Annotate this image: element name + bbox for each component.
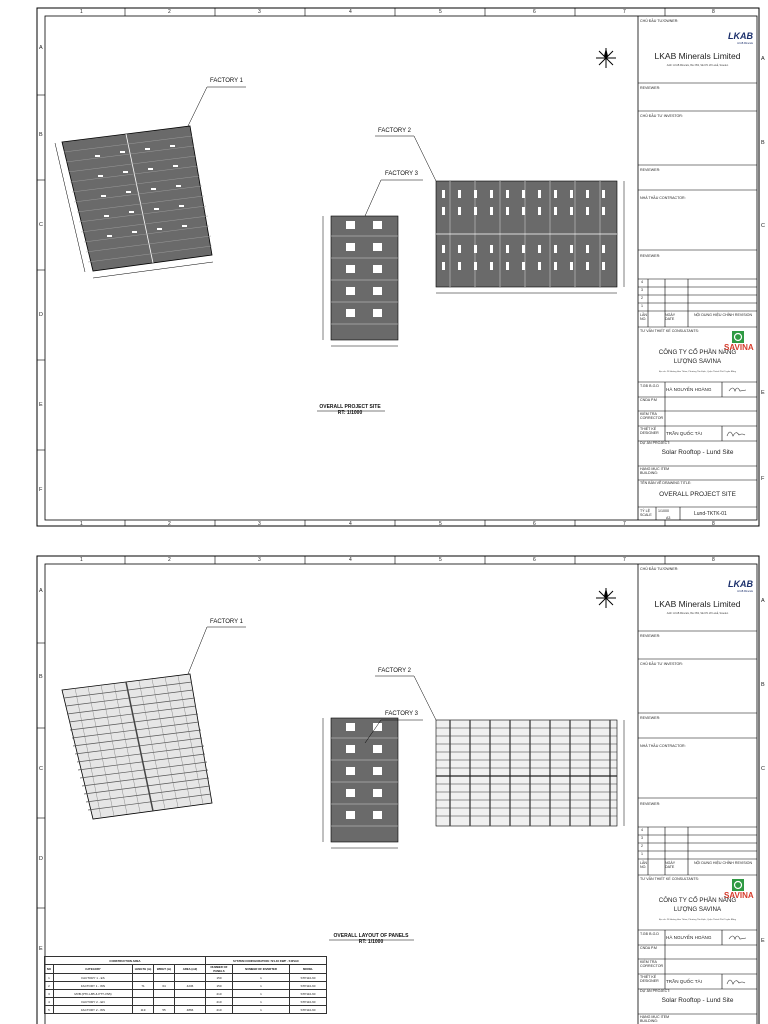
scale-value: 1/1000: [658, 509, 669, 513]
column-header: NO: [45, 965, 54, 974]
col-label: 7: [623, 557, 626, 563]
table-cell: [133, 998, 154, 1006]
drawing-number: Lund-TKTK-01: [694, 511, 727, 517]
table-cell: 5: [45, 1006, 54, 1014]
table-cell: 210: [206, 1006, 233, 1014]
table-cell: MVB (PTF-LB5 & PTT-VN5): [54, 990, 133, 998]
revision-number: 4: [641, 828, 643, 832]
col-label: 2: [168, 521, 171, 527]
project-name: Solar Rooftop - Lund Site: [661, 997, 734, 1004]
consultant-label: TƯ VẤN THIẾT KẾ CONSULTANTS:: [640, 877, 699, 881]
designer-label: THIẾT KẾ DESIGNER: [640, 975, 659, 983]
table-cell: 3: [45, 990, 54, 998]
reviewer-label: REVIEWER:: [640, 168, 661, 172]
table-cell: 210: [206, 990, 233, 998]
factory-1-panel-layout: [62, 674, 212, 819]
factory-1-label: FACTORY 1: [210, 619, 244, 625]
rev-col-no: LẦN NO.: [640, 861, 647, 869]
factory-1-roof: [55, 126, 213, 278]
table-cell: [175, 990, 206, 998]
col-label: 8: [712, 521, 715, 527]
col-label: 6: [533, 9, 536, 15]
revision-number: 4: [641, 280, 643, 284]
table-cell: 1: [233, 982, 290, 990]
company-line-2: LƯỢNG SAVINA: [673, 906, 722, 913]
sheet-caption: [300, 404, 400, 416]
item-label: HẠNG MỤC ITEM BUILDING:: [640, 1015, 670, 1023]
drawing-title-label: TÊN BẢN VẼ DRAWING TITLE:: [640, 481, 692, 485]
column-header: CATEGORY: [54, 965, 133, 974]
table-cell: [175, 974, 206, 982]
row-label: D: [39, 312, 43, 318]
caption-title: OVERALL LAYOUT OF PANELS: [333, 933, 409, 939]
lkab-logo-sub: LKAB Minerals: [737, 42, 753, 45]
table-cell: 64: [154, 982, 175, 990]
table-row: [45, 1006, 327, 1014]
factory-2-roof: [436, 181, 624, 293]
factory-2-label: FACTORY 2: [378, 128, 412, 134]
drawing-title: OVERALL PROJECT SITE: [659, 491, 736, 498]
designer-name: TRẦN QUỐC TÀI: [666, 431, 702, 436]
col-label: 2: [168, 557, 171, 563]
table-cell: 4866: [175, 1006, 206, 1014]
table-cell: 2: [45, 982, 54, 990]
north-arrow-icon: [596, 588, 616, 608]
column-header: AREA (m2): [175, 965, 206, 974]
title-block: [638, 564, 757, 1024]
rev-col-date: NGÀY DATE: [665, 313, 676, 321]
rev-col-date: NGÀY DATE: [665, 861, 676, 869]
revision-number: 3: [641, 288, 643, 292]
project-name: Solar Rooftop - Lund Site: [661, 449, 734, 456]
caption-scale: RT: 1/1000: [337, 410, 363, 416]
title-block: [638, 16, 757, 520]
factory-2-label: FACTORY 2: [378, 668, 412, 674]
consultant-label: TƯ VẤN THIẾT KẾ CONSULTANTS:: [640, 329, 699, 333]
item-label: HẠNG MỤC ITEM BUILDING:: [640, 467, 670, 475]
table-cell: [154, 990, 175, 998]
scale-label: TỶ LỆ SCALE: [640, 509, 652, 517]
sheet-caption: [316, 933, 426, 945]
col-label: 7: [623, 9, 626, 15]
col-label: 4: [349, 521, 352, 527]
table-cell: STP110-60: [290, 1006, 327, 1014]
table-cell: FACTORY 2 - WS: [54, 1006, 133, 1014]
lkab-logo: LKAB: [728, 31, 753, 41]
owner-address: Addr: LKAB Minerals, Box 952, SE-971 28 Luleå, Sweden: [666, 64, 729, 67]
row-label: F: [39, 487, 43, 493]
table-cell: [133, 990, 154, 998]
col-label: 5: [439, 557, 442, 563]
table-row: [45, 982, 327, 990]
reviewer-label: REVIEWER:: [640, 716, 661, 720]
director-name: HÀ NGUYỄN HOÀNG: [666, 935, 712, 940]
row-label: B: [39, 132, 43, 138]
table-cell: 1: [233, 990, 290, 998]
company-line-2: LƯỢNG SAVINA: [673, 358, 722, 365]
director-label: T.GĐ B.G.D: [640, 932, 659, 936]
table-row: [45, 998, 327, 1006]
row-label: D: [39, 856, 43, 862]
pm-label: CNDA P.M: [640, 398, 657, 402]
table-cell: 4236: [175, 982, 206, 990]
table-cell: [175, 998, 206, 1006]
reviewer-label: REVIEWER:: [640, 634, 661, 638]
owner-label: CHỦ ĐẦU TƯ/OWNER:: [640, 567, 679, 571]
table-header: SYSTEM CONFIGURATION: 721.46 KWP - 540VAC: [206, 957, 327, 965]
col-label: 2: [168, 9, 171, 15]
table-cell: STP110-60: [290, 990, 327, 998]
col-label: 8: [712, 9, 715, 15]
corrector-label: KIỂM TRA CORRECTOR: [640, 960, 664, 968]
owner-label: CHỦ ĐẦU TƯ/OWNER:: [640, 19, 679, 23]
col-label: 3: [258, 557, 261, 563]
revision-number: 2: [641, 296, 643, 300]
row-label: C: [761, 223, 765, 229]
table-cell: 119: [133, 1006, 154, 1014]
factory-3-roof: [323, 718, 398, 848]
table-cell: 1: [233, 998, 290, 1006]
table-cell: STP110-60: [290, 982, 327, 990]
table-cell: STP110-60: [290, 998, 327, 1006]
contractor-label: NHÀ THẦU CONTRACTOR:: [640, 196, 686, 200]
project-label: DỰ ÁN PROJECT:: [640, 989, 671, 993]
savina-logo: SAVINA: [724, 891, 754, 900]
table-cell: 150: [206, 974, 233, 982]
column-header: NUMBER OF INVERTER: [233, 965, 290, 974]
row-label: B: [39, 674, 43, 680]
page-gap: [0, 530, 768, 548]
table-cell: [154, 974, 175, 982]
drawing-sheet-2: [0, 548, 768, 1024]
col-label: 4: [349, 9, 352, 15]
row-label: E: [761, 938, 765, 944]
col-label: 7: [623, 521, 626, 527]
table-cell: STP110-60: [290, 974, 327, 982]
reviewer-label: REVIEWER:: [640, 802, 661, 806]
factory-3-label: FACTORY 3: [385, 171, 419, 177]
col-label: 3: [258, 521, 261, 527]
lkab-logo: LKAB: [728, 579, 753, 589]
row-label: A: [39, 45, 43, 51]
sheet-size: A3: [666, 516, 671, 520]
factory-2-panel-layout: [436, 720, 624, 826]
col-label: 4: [349, 557, 352, 563]
contractor-label: NHÀ THẦU CONTRACTOR:: [640, 744, 686, 748]
director-label: T.GĐ B.G.D: [640, 384, 659, 388]
table-cell: FACTORY 2 - EN: [54, 998, 133, 1006]
col-label: 1: [80, 521, 83, 527]
row-label: E: [761, 390, 765, 396]
table-cell: FACTORY 1 - ES: [54, 974, 133, 982]
factory-3-roof: [323, 216, 398, 346]
row-label: A: [39, 588, 43, 594]
table-cell: 1: [233, 974, 290, 982]
company-line-1: CÔNG TY CỔ PHẦN NĂNG: [658, 897, 737, 904]
col-label: 5: [439, 9, 442, 15]
rev-col-no: LẦN NO.: [640, 313, 647, 321]
table-cell: FACTORY 1 - WN: [54, 982, 133, 990]
reviewer-label: REVIEWER:: [640, 254, 661, 258]
col-label: 8: [712, 557, 715, 563]
col-label: 3: [258, 9, 261, 15]
row-label: B: [761, 140, 765, 146]
revision-number: 1: [641, 852, 643, 856]
owner-address: Addr: LKAB Minerals, Box 952, SE-971 28 Luleå, Sweden: [666, 612, 729, 615]
table-cell: [133, 974, 154, 982]
table-cell: 71: [133, 982, 154, 990]
table-cell: 1: [45, 974, 54, 982]
director-name: HÀ NGUYỄN HOÀNG: [666, 387, 712, 392]
col-label: 1: [80, 557, 83, 563]
row-label: E: [39, 946, 43, 952]
col-label: 5: [439, 521, 442, 527]
row-label: B: [761, 682, 765, 688]
table-row: [45, 974, 327, 982]
revision-number: 3: [641, 836, 643, 840]
col-label: 6: [533, 557, 536, 563]
row-label: C: [39, 222, 43, 228]
column-header: WIDHT (m): [154, 965, 175, 974]
owner-name: LKAB Minerals Limited: [654, 599, 741, 609]
lkab-logo-sub: LKAB Minerals: [737, 590, 753, 593]
table-cell: 4: [45, 998, 54, 1006]
row-label: C: [39, 766, 43, 772]
investor-label: CHỦ ĐẦU TƯ INVESTOR:: [640, 662, 683, 666]
col-label: 1: [80, 9, 83, 15]
project-label: DỰ ÁN PROJECT:: [640, 441, 671, 445]
caption-title: OVERALL PROJECT SITE: [319, 404, 381, 410]
corrector-label: KIỂM TRA CORRECTOR: [640, 412, 664, 420]
column-header: MODEL: [290, 965, 327, 974]
company-address: Địa chỉ: 28 Hoàng Hoa Thám, Phường Tân Định, Quận Thành Phố Tuyên Bằng: [659, 919, 736, 921]
factory-1-label: FACTORY 1: [210, 78, 244, 84]
company-line-1: CÔNG TY CỔ PHẦN NĂNG: [658, 349, 737, 356]
construction-area-table: [44, 956, 327, 1014]
table-cell: [154, 998, 175, 1006]
row-label: E: [39, 402, 43, 408]
revision-number: 1: [641, 304, 643, 308]
rev-col-content: NỘI DUNG HIỆU CHỈNH REVISION: [693, 313, 753, 317]
row-label: A: [761, 598, 765, 604]
row-label: F: [761, 476, 765, 482]
table-cell: 55: [154, 1006, 175, 1014]
revision-number: 2: [641, 844, 643, 848]
pm-label: CNDA P.M: [640, 946, 657, 950]
factory-3-label: FACTORY 3: [385, 711, 419, 717]
table-cell: 210: [206, 998, 233, 1006]
north-arrow-icon: [596, 48, 616, 68]
table-row: [45, 990, 327, 998]
caption-scale: RT: 1/1000: [358, 939, 384, 945]
col-label: 6: [533, 521, 536, 527]
rev-col-content: NỘI DUNG HIỆU CHỈNH REVISION: [693, 861, 753, 865]
column-header: LENGTH (m): [133, 965, 154, 974]
row-label: A: [761, 56, 765, 62]
column-header: NUMBER OF PANELS: [206, 965, 233, 974]
designer-label: THIẾT KẾ DESIGNER: [640, 427, 659, 435]
owner-name: LKAB Minerals Limited: [654, 51, 741, 61]
investor-label: CHỦ ĐẦU TƯ INVESTOR:: [640, 114, 683, 118]
table-header: CONSTRUCTION AREA: [45, 957, 206, 965]
table-cell: 150: [206, 982, 233, 990]
reviewer-label: REVIEWER:: [640, 86, 661, 90]
table-cell: 1: [233, 1006, 290, 1014]
designer-name: TRẦN QUỐC TÀI: [666, 979, 702, 984]
row-label: C: [761, 766, 765, 772]
company-address: Địa chỉ: 28 Hoàng Hoa Thám, Phường Tân Định, Quận Thành Phố Tuyên Bằng: [659, 371, 736, 373]
savina-logo: SAVINA: [724, 343, 754, 352]
